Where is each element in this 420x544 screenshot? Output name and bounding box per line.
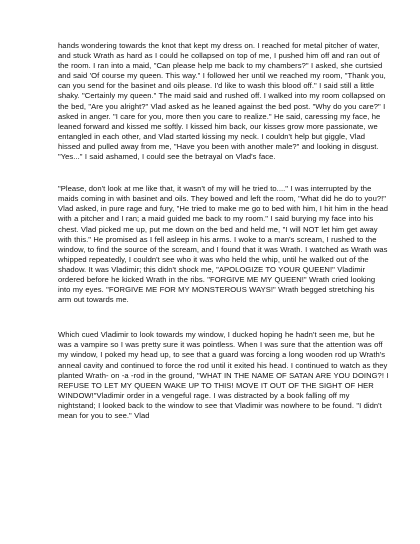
paragraph-1: hands wondering towards the knot that kept my dress on. I reached for metal pitcher of water, and stuck Wrath as hard as I could he collapsed on top of me, I pushed him off and ran out of the room. I ran into a maid, "Can please help me back to my chambers?" I asked, she curtsied and said 'Of course my queen. This way." I followed her until we reached my room, "Thank you, can you send for the basinet and oils please. I'd like to wash this blood off." I said still a little shaky. "Certainly my queen." The maid said and rushed off. I walked into my room collapsed on the bed, "Are you alright?" Vlad asked as he leaned against the bed post. "Why do you care?" I asked in anger. "I care for you, more then you care to realize." He said, caressing my face, he leaned forward and kissed me softly. I kissed him back, our kisses grow more passionate, we entangled in each other, and Vlad started kissing my neck. I couldn't help but giggle, Vlad hissed and pulled away from me, "Have you been with another male?" and looking in disgust. "Yes..." I said ashamed, I could see the betrayal on Vlad's face. — [58, 41, 386, 162]
paragraph-3: Which cued Vladimir to look towards my window, I ducked hoping he hadn't seen me, but he was a vampire so I was pretty sure it was pointless. When I was sure that the attention was off my window, I poked my head up, to see that a guard was forcing a long wooden rod up Wrath's anneal cavity and continued to force the rod until it exited his head. I continued to watch as they planted Wrath- on -a -rod in the ground, "WHAT IN THE NAME OF SATAN ARE YOU DOING?! I REFUSE TO LET MY QUEEN WAKE UP TO THIS! MOVE IT OUT OF THE SIGHT OF HER WINDOW!"Vladimir order in a vengeful rage. I was distracted by a book falling off my nightstand; I looked back to the window to see that Vladimir was nowhere to be found. "I didn't mean for you to see." Vlad — [58, 330, 389, 420]
paragraph-2: "Please, don't look at me like that, it wasn't of my will he tried to...." I was interrupted by the maids coming in with basinet and oils. They bowed and left the room, "What did he do to you?!" Vlad asked, in pure rage and fury, "He tried to make me go to bed with him, I hit him in the head with a pitcher and I ran; a maid guided me back to my room." I said burying my face into his chest. Vlad picked me up, put me down on the bed and held me, "I will NOT let him get away with this." He promised as I fell asleep in his arms. I woke to a man's scream, I rushed to the window, to find the source of the scream, and I found that it was Wrath. I watched as Wrath was whipped repeatedly, I couldn't see who it was who held the whip, until he walked out of the shadow. It was Vladimir; this didn't shock me, "APOLOGIZE TO YOUR QUEEN!" Vladimir ordered before he kicked Wrath in the ribs. "FORGIVE ME MY QUEEN!" Wrath cried looking into my eyes. "FORGIVE ME FOR MY MONSTEROUS WAYS!" Wrath begged stretching his arm out towards me. — [58, 184, 389, 305]
